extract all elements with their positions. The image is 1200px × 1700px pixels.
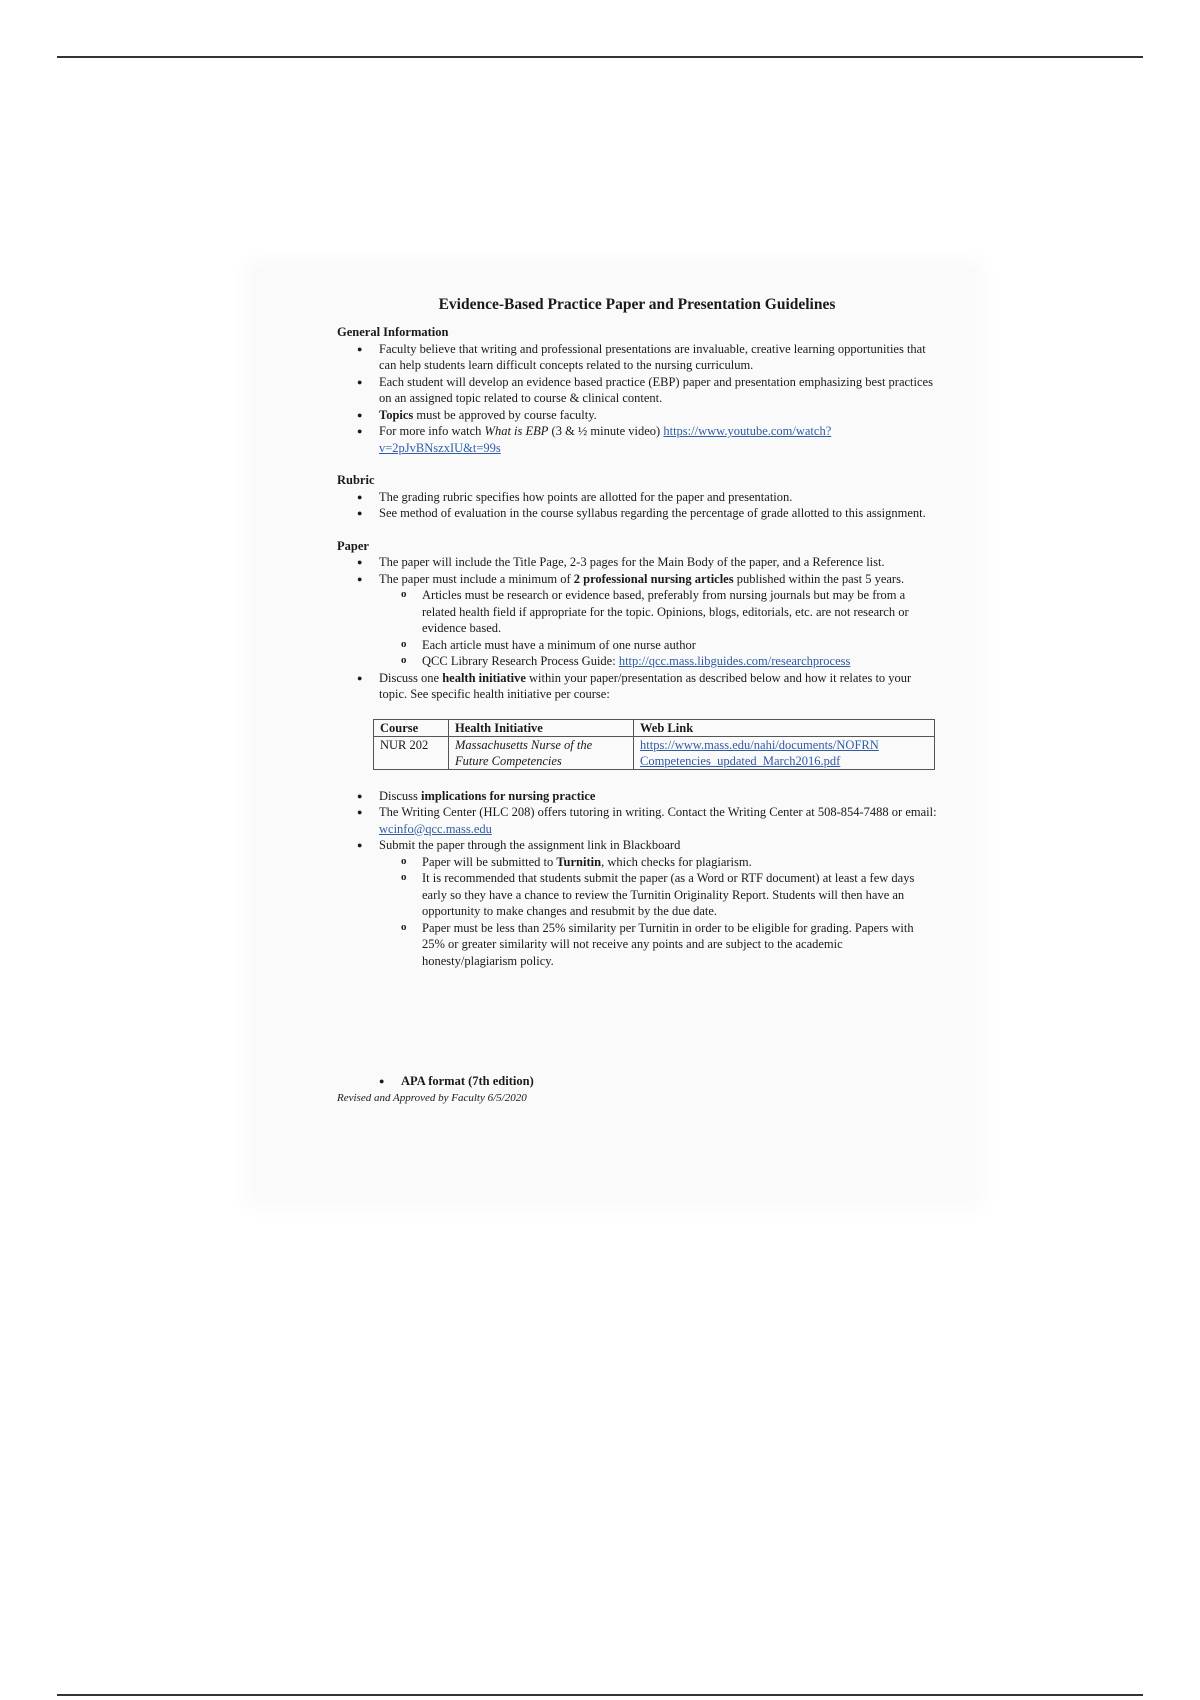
nofrn-link[interactable]: https://www.mass.edu/nahi/documents/NOFRN Competencies_updated_March2016.pdf bbox=[640, 737, 879, 768]
list-item: ● Submit the paper through the assignment link in Blackboard bbox=[337, 837, 937, 854]
initiative-bold: health initiative bbox=[442, 670, 526, 685]
sub-list-item: o It is recommended that students submit the paper (as a Word or RTF document) at least a few days early so they have a chance to review the Turnitin Originality Report. Students will then have an opportunity to make changes and resubmit by the due date. bbox=[337, 870, 937, 920]
list-item: ● The paper will include the Title Page, 2-3 pages for the Main Body of the paper, and a Reference list. bbox=[337, 554, 937, 571]
turnitin-bold: Turnitin bbox=[556, 854, 602, 869]
cell-course: NUR 202 bbox=[374, 736, 449, 769]
topics-bold: Topics bbox=[379, 407, 414, 422]
cell-initiative bbox=[449, 736, 634, 769]
sub-list-item: o Articles must be research or evidence based, preferably from nursing journals but may be from a related health field if appropriate for the topic. Opinions, blogs, editorials, etc. are not research or evidence based. bbox=[337, 587, 937, 637]
cell-web-link bbox=[634, 736, 935, 769]
sub-list-item bbox=[337, 653, 937, 670]
top-rule bbox=[57, 56, 1143, 58]
revision-note: Revised and Approved by Faculty 6/5/2020 bbox=[337, 1091, 527, 1104]
writing-center-email-link[interactable]: wcinfo@qcc.mass.edu bbox=[379, 821, 492, 836]
paper-list-continued bbox=[337, 670, 937, 703]
document-page bbox=[337, 296, 937, 1106]
table-header-row bbox=[374, 719, 935, 736]
submission-sublist bbox=[337, 854, 937, 970]
info-text: For more info watch bbox=[379, 424, 485, 438]
list-item bbox=[337, 571, 937, 588]
paper-list-final bbox=[337, 788, 937, 854]
sub-list-item bbox=[337, 854, 937, 871]
paper-list bbox=[337, 554, 937, 587]
table-row bbox=[374, 736, 935, 769]
initiative-text: Discuss one bbox=[379, 670, 443, 685]
header-initiative: Health Initiative bbox=[449, 719, 634, 736]
turnitin-text: Paper will be submitted to bbox=[422, 854, 557, 869]
apa-format-text: APA format (7th edition) bbox=[401, 1074, 534, 1088]
initiative-text-end: within your paper/presentation as described below and how it relates to your topic. See specific health initiative per course: bbox=[379, 670, 912, 701]
sub-list-item: o Each article must have a minimum of one nurse author bbox=[337, 637, 937, 654]
rubric-list bbox=[337, 489, 937, 522]
youtube-link[interactable]: https://www.youtube.com/watch?v=2pJvBNszxIU&t=99s bbox=[379, 424, 832, 455]
video-title: What is EBP bbox=[484, 424, 549, 438]
health-initiative-table bbox=[373, 719, 935, 770]
general-list bbox=[337, 341, 937, 457]
header-course: Course bbox=[374, 719, 449, 736]
articles-text-end: published within the past 5 years. bbox=[733, 571, 905, 586]
list-item: ● Faculty believe that writing and professional presentations are invaluable, creative learning opportunities that can help students learn difficult concepts related to the nursing curriculum. bbox=[337, 341, 937, 374]
library-guide-label: QCC Library Research Process Guide: bbox=[422, 654, 619, 668]
sub-list-item: o Paper must be less than 25% similarity per Turnitin in order to be eligible for grading. Papers with 25% or greater similarity will not receive any points and are subject to the academic honesty/plagiarism policy. bbox=[337, 920, 937, 970]
apa-format-item bbox=[337, 1073, 937, 1090]
list-item: ● Each student will develop an evidence based practice (EBP) paper and presentation emphasizing best practices on an assigned topic related to course & clinical content. bbox=[337, 374, 937, 407]
initiative-name: Massachusetts Nurse of the Future Competencies bbox=[455, 737, 593, 768]
library-guide-link[interactable]: http://qcc.mass.libguides.com/researchprocess bbox=[618, 654, 851, 668]
section-heading-rubric: Rubric bbox=[337, 473, 375, 487]
writing-center-text: The Writing Center (HLC 208) offers tutoring in writing. Contact the Writing Center at 508-854-7488 or email: bbox=[379, 805, 937, 819]
section-heading-general: General Information bbox=[337, 325, 449, 339]
turnitin-text-end: , which checks for plagiarism. bbox=[601, 854, 752, 869]
list-item bbox=[337, 407, 937, 424]
list-item: ● See method of evaluation in the course syllabus regarding the percentage of grade allotted to this assignment. bbox=[337, 505, 937, 522]
implications-text: Discuss bbox=[379, 788, 422, 803]
implications-bold: implications for nursing practice bbox=[421, 788, 596, 803]
document-title: Evidence-Based Practice Paper and Presentation Guidelines bbox=[438, 296, 836, 313]
bottom-rule bbox=[57, 1694, 1143, 1696]
list-item bbox=[337, 423, 937, 456]
articles-bold: 2 professional nursing articles bbox=[573, 571, 734, 586]
articles-sublist bbox=[337, 587, 937, 670]
list-item bbox=[337, 670, 937, 703]
list-item bbox=[337, 788, 937, 805]
articles-text: The paper must include a minimum of bbox=[379, 571, 574, 586]
video-length: (3 & ½ minute video) bbox=[548, 424, 664, 438]
section-heading-paper: Paper bbox=[337, 538, 369, 553]
list-item bbox=[337, 804, 937, 837]
topics-text: must be approved by course faculty. bbox=[413, 407, 597, 422]
list-item: ● The grading rubric specifies how points are allotted for the paper and presentation. bbox=[337, 489, 937, 506]
header-web-link: Web Link bbox=[634, 719, 935, 736]
